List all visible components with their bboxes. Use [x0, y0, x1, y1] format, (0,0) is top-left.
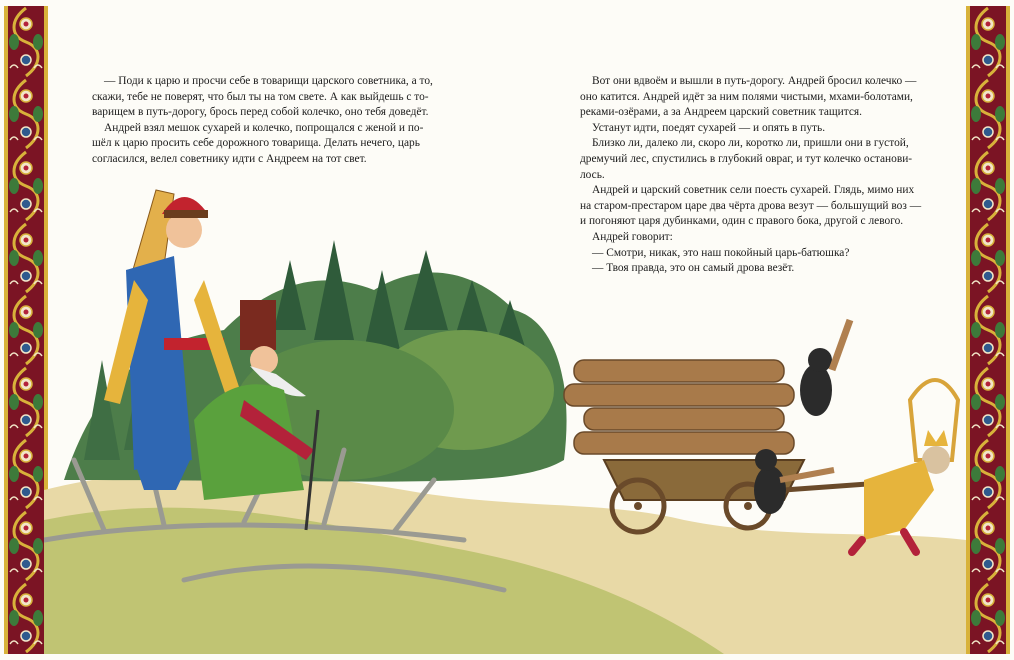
left-ornament-border	[4, 6, 48, 654]
tsar-figure	[852, 380, 958, 552]
floral-ornament-icon	[966, 6, 1010, 654]
paragraph: Андрей говорит:	[592, 230, 673, 243]
floral-ornament-icon	[4, 6, 48, 654]
paragraph: Устанут идти, поедят сухарей — и опять в путь.	[592, 121, 826, 134]
paragraph: Андрей взял мешок сухарей и колечко, попрощался с женой и по- шёл к царю просить себе дорожного товарища. Делать нечего, царь согласился, велел советнику идти с Андреем на тот свет.	[92, 121, 424, 165]
paragraph: Вот они вдвоём и вышли в путь-дорогу. Андрей бросил колечко — оно катится. Андрей идёт за ним полями чистыми, мхами-болотами, реками-озёрами, а за Андреем царский советник тащится.	[580, 75, 917, 119]
paragraph: Андрей и царский советник сели поесть сухарей. Глядь, мимо них на старом-престаром царе два чёрта дрова везут — большущий воз — и погоняют царя дубинками, один с правого бока, другой с левого.	[580, 184, 922, 228]
paragraph: — Поди к царю и просчи себе в товарищи царского советника, а то, скажи, тебе не поверят, что был ты на том свете. А как выйдешь с то- варищем в путь-дорогу, брось перед собой колечко, оно тебя доведёт.	[92, 75, 433, 119]
paragraph: — Твоя правда, это он самый дрова везёт.	[592, 262, 795, 275]
fairy-tale-illustration	[44, 160, 966, 654]
paragraph: — Смотри, никак, это наш покойный царь-батюшка?	[592, 246, 850, 259]
left-page-text	[92, 74, 440, 168]
paragraph: Близко ли, далеко ли, скоро ли, коротко ли, пришли они в густой, дремучий лес, спустились в глубокий овраг, и тут колечко останови- лось.	[580, 137, 913, 181]
right-ornament-border	[966, 6, 1010, 654]
